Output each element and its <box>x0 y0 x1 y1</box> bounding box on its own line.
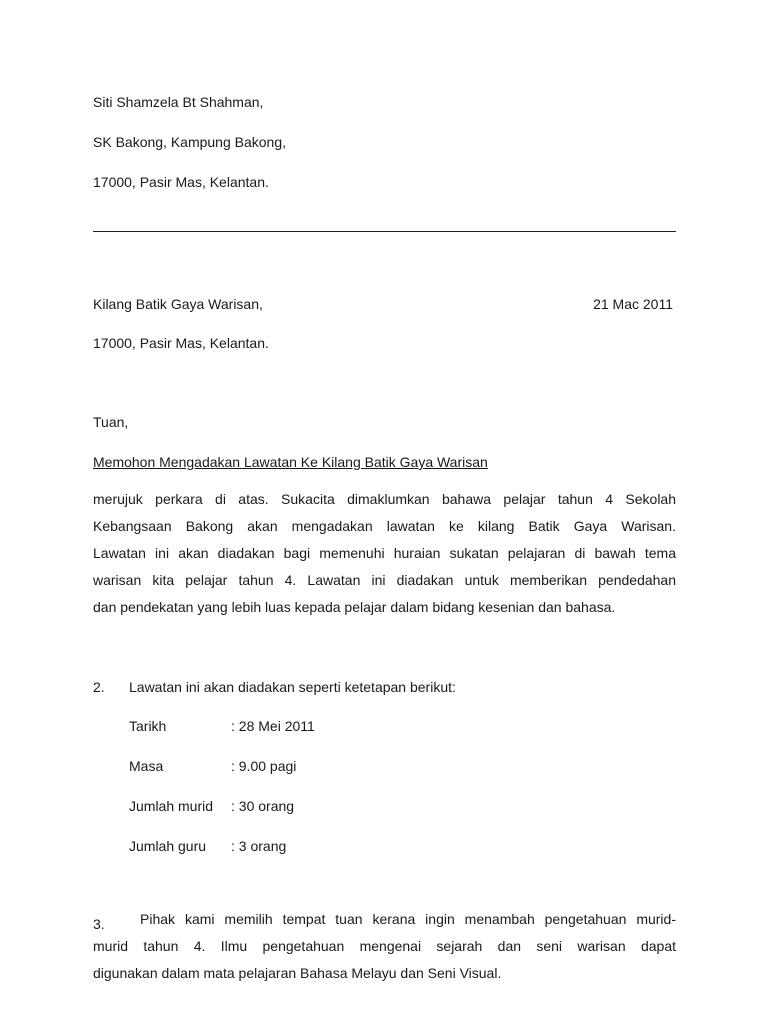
paragraph-3-line: murid tahun 4. Ilmu pengetahuan mengenai sejarah dan seni warisan dapat <box>93 938 676 954</box>
detail-value: : 3 orang <box>231 838 287 854</box>
detail-label: Masa <box>129 758 164 774</box>
letter-date: 21 Mac 2011 <box>593 296 673 312</box>
detail-label: Jumlah guru <box>129 838 207 854</box>
subject-line: Memohon Mengadakan Lawatan Ke Kilang Batik Gaya Warisan <box>93 454 488 470</box>
sender-name: Siti Shamzela Bt Shahman, <box>93 94 264 110</box>
detail-row-masa <box>129 757 296 775</box>
sender-address-line1: SK Bakong, Kampung Bakong, <box>93 134 287 150</box>
paragraph-1-line: merujuk perkara di atas. Sukacita dimaklumkan bahawa pelajar tahun 4 Sekolah <box>93 491 676 507</box>
paragraph-1 <box>93 486 676 621</box>
paragraph-3-line: digunakan dalam mata pelajaran Bahasa Melayu dan Seni Visual. <box>93 965 502 981</box>
salutation: Tuan, <box>93 414 129 430</box>
section-2-intro: Lawatan ini akan diadakan seperti ketetapan berikut: <box>129 679 456 695</box>
detail-value: : 28 Mei 2011 <box>231 718 315 734</box>
paragraph-1-line: Lawatan ini akan diadakan bagi memenuhi huraian sukatan pelajaran di bawah tema <box>93 545 676 561</box>
paragraph-3 <box>93 906 676 987</box>
divider-line <box>93 231 676 232</box>
detail-row-jumlah-guru <box>129 837 286 855</box>
paragraph-3-line: Pihak kami memilih tempat tuan kerana ingin menambah pengetahuan murid- <box>140 911 676 927</box>
detail-label: Jumlah murid <box>129 798 214 814</box>
detail-row-jumlah-murid <box>129 797 294 815</box>
sender-address-line2: 17000, Pasir Mas, Kelantan. <box>93 174 269 190</box>
detail-value: : 9.00 pagi <box>231 758 297 774</box>
detail-label: Tarikh <box>129 718 167 734</box>
paragraph-1-line: dan pendekatan yang lebih luas kepada pelajar dalam bidang kesenian dan bahasa. <box>93 599 616 615</box>
paragraph-1-line: Kebangsaan Bakong akan mengadakan lawatan ke kilang Batik Gaya Warisan. <box>93 518 676 534</box>
paragraph-1-line: warisan kita pelajar tahun 4. Lawatan ini diadakan untuk memberikan pendedahan <box>93 572 676 588</box>
recipient-address: 17000, Pasir Mas, Kelantan. <box>93 335 269 351</box>
detail-value: : 30 orang <box>231 798 295 814</box>
detail-row-tarikh <box>129 717 315 735</box>
section-3-number: 3. <box>93 916 105 932</box>
section-2-number: 2. <box>93 679 105 695</box>
recipient-name: Kilang Batik Gaya Warisan, <box>93 296 263 312</box>
